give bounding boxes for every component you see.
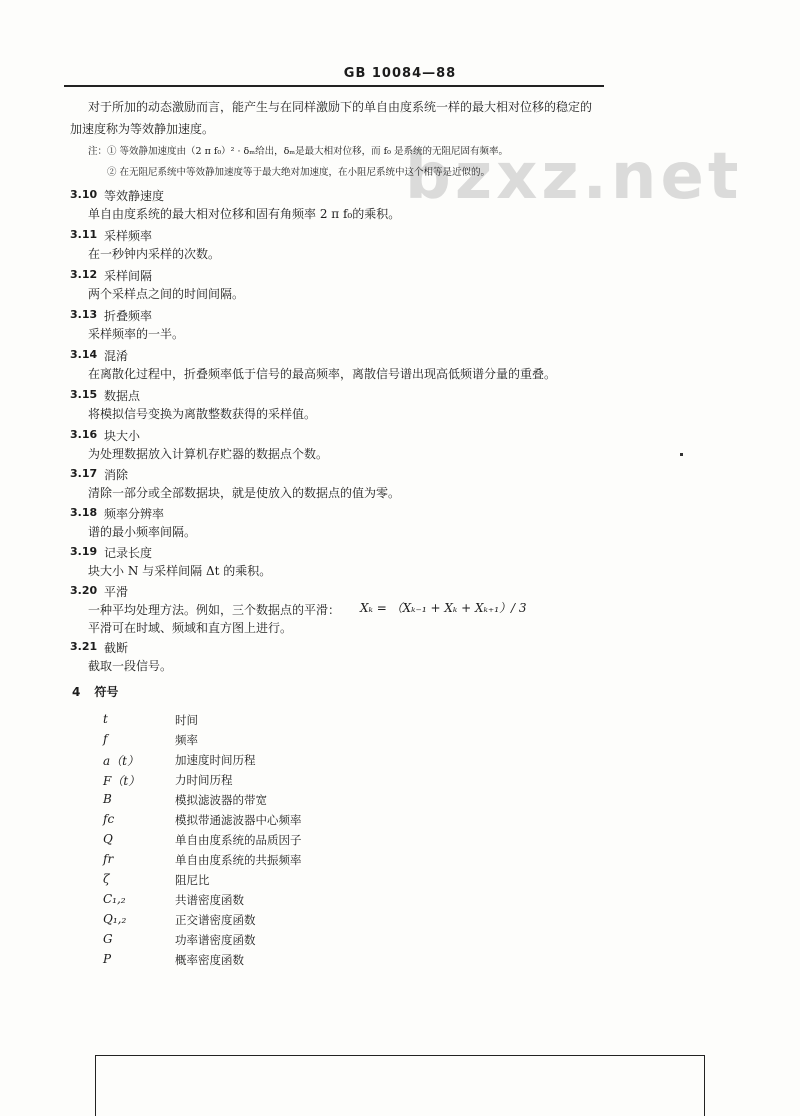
symbol-description: 模拟滤波器的带宽: [175, 793, 267, 807]
symbol: Q₁,₂: [103, 912, 127, 926]
bottom-frame: [95, 1055, 705, 1116]
section-title: 符号: [94, 685, 119, 699]
term-definition: 单自由度系统的最大相对位移和固有角频率 2 π f₀的乘积。: [88, 207, 401, 221]
term-definition: 一种平均处理方法。例如，三个数据点的平滑：: [88, 603, 341, 617]
term-number: 3.20: [70, 584, 98, 597]
term-number: 3.10: [70, 188, 98, 201]
term-number: 3.17: [70, 467, 98, 480]
symbol: B: [103, 792, 112, 806]
term-number: 3.14: [70, 348, 98, 361]
term-definition: 截取一段信号。: [88, 659, 173, 673]
symbol: G: [103, 932, 113, 946]
term-title: 截断: [104, 641, 129, 655]
term-title: 记录长度: [104, 546, 153, 560]
symbol: P: [103, 952, 112, 966]
term-number: 3.15: [70, 388, 98, 401]
symbol: a（t）: [103, 754, 139, 768]
symbol-description: 加速度时间历程: [175, 753, 256, 767]
standard-header: GB 10084—88: [343, 66, 457, 81]
intro-line-1: 对于所加的动态激励而言，能产生与在同样激励下的单自由度系统一样的最大相对位移的稳定的: [88, 100, 593, 114]
term-definition: 在离散化过程中，折叠频率低于信号的最高频率，离散信号谱出现高低频谱分量的重叠。: [88, 367, 557, 381]
symbol: ζ: [103, 872, 110, 886]
term-title: 数据点: [104, 389, 141, 403]
term-title: 平滑: [104, 585, 129, 599]
note-2: ② 在无阻尼系统中等效静加速度等于最大绝对加速度，在小阻尼系统中这个相等是近似的。: [107, 167, 491, 178]
smoothing-formula: Xₖ = （Xₖ₋₁ + Xₖ + Xₖ₊₁）/ 3: [360, 601, 527, 615]
term-number: 3.13: [70, 308, 98, 321]
term-definition-continued: 平滑可在时域、频域和直方图上进行。: [88, 621, 293, 635]
symbol-description: 共谱密度函数: [175, 893, 244, 907]
symbol: F（t）: [103, 774, 141, 788]
symbol-description: 模拟带通滤波器中心频率: [175, 813, 302, 827]
symbol-description: 概率密度函数: [175, 953, 244, 967]
symbol-description: 阻尼比: [175, 873, 210, 887]
symbol: fr: [103, 852, 114, 866]
note-1: 注：① 等效静加速度由（2 π f₀）² · δₘ给出，δₘ是最大相对位移，而 f₀ 是系统的无阻尼固有频率。: [88, 146, 508, 157]
intro-line-2: 加速度称为等效静加速度。: [70, 122, 215, 136]
scan-speck: [680, 453, 683, 456]
term-definition: 为处理数据放入计算机存贮器的数据点个数。: [88, 447, 329, 461]
symbol-description: 单自由度系统的共振频率: [175, 853, 302, 867]
symbol-description: 单自由度系统的品质因子: [175, 833, 302, 847]
term-number: 3.11: [70, 228, 98, 241]
symbol-description: 功率谱密度函数: [175, 933, 256, 947]
term-number: 3.19: [70, 545, 98, 558]
term-definition: 采样频率的一半。: [88, 327, 185, 341]
term-definition: 清除一部分或全部数据块，就是使放入的数据点的值为零。: [88, 486, 401, 500]
header-rule: [64, 85, 604, 87]
term-title: 等效静速度: [104, 189, 165, 203]
symbol: f: [103, 732, 108, 746]
term-number: 3.18: [70, 506, 98, 519]
term-title: 频率分辨率: [104, 507, 165, 521]
symbol: Q: [103, 832, 113, 846]
term-title: 折叠频率: [104, 309, 153, 323]
symbol-description: 频率: [175, 733, 198, 747]
term-definition: 在一秒钟内采样的次数。: [88, 247, 221, 261]
symbol: C₁,₂: [103, 892, 126, 906]
term-title: 采样频率: [104, 229, 153, 243]
term-number: 3.12: [70, 268, 98, 281]
section-number: 4: [72, 685, 81, 699]
watermark: bzxz.net: [405, 140, 743, 214]
term-title: 消除: [104, 468, 129, 482]
term-title: 块大小: [104, 429, 141, 443]
symbol: t: [103, 712, 108, 726]
term-definition: 两个采样点之间的时间间隔。: [88, 287, 245, 301]
symbol-description: 力时间历程: [175, 773, 233, 787]
symbol-description: 正交谱密度函数: [175, 913, 256, 927]
symbol-description: 时间: [175, 713, 198, 727]
term-definition: 谱的最小频率间隔。: [88, 525, 197, 539]
term-definition: 将模拟信号变换为离散整数获得的采样值。: [88, 407, 317, 421]
symbol: fc: [103, 812, 115, 826]
term-title: 混淆: [104, 349, 129, 363]
term-definition: 块大小 N 与采样间隔 Δt 的乘积。: [88, 564, 272, 578]
section-heading: [72, 683, 118, 700]
term-number: 3.21: [70, 640, 98, 653]
term-number: 3.16: [70, 428, 98, 441]
term-title: 采样间隔: [104, 269, 153, 283]
